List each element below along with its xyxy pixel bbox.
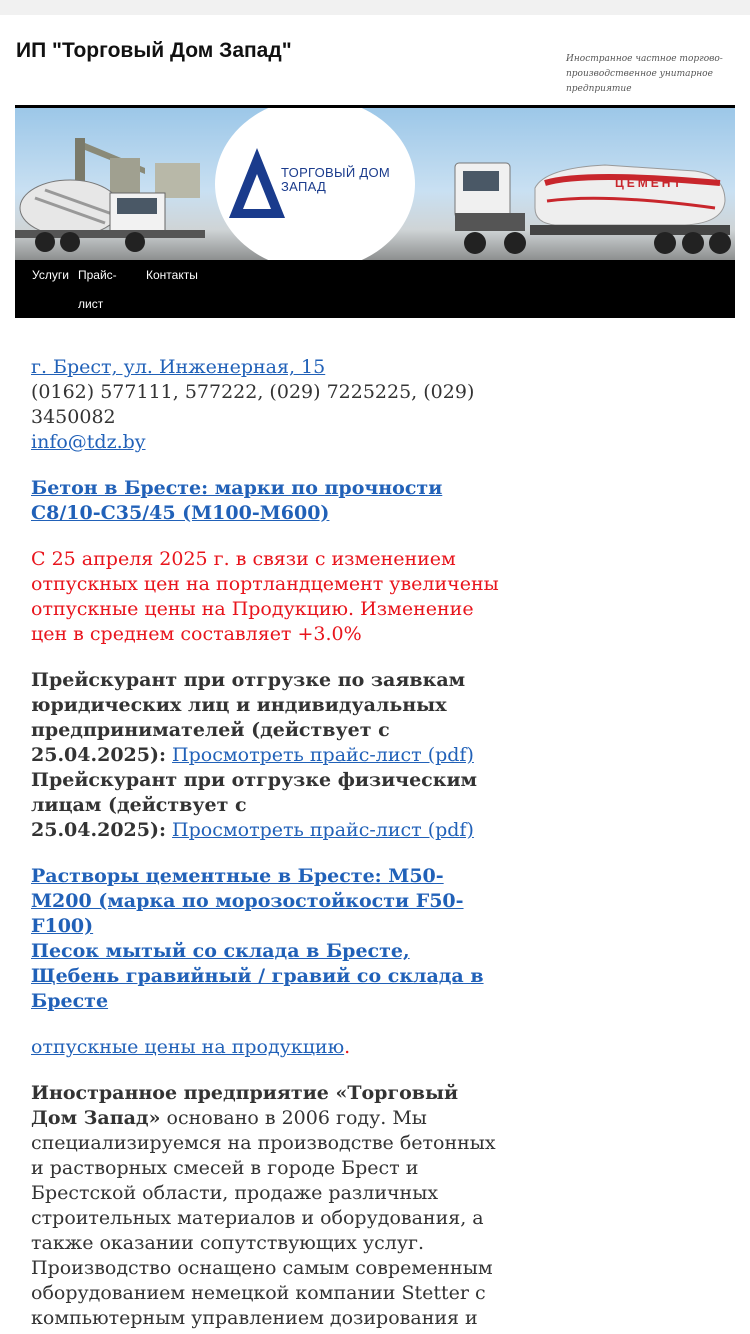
phys-pricelist-line-2: лицам (действует с (31, 794, 247, 816)
notice-line-3: отпускные цены на Продукцию. Изменение (31, 598, 474, 620)
concrete-heading (31, 476, 526, 526)
mortar-line-2: М200 (марка по морозостойкости F50- (31, 890, 464, 912)
about-line-4: и растворных смесей в городе Брест и (31, 1157, 419, 1179)
phys-pricelist-line-1: Прейскурант при отгрузке физическим (31, 769, 478, 791)
legal-pricelist-line-3: предпринимателей (действует с (31, 719, 390, 741)
about-line-10: компьютерным управлением дозирования и (31, 1307, 478, 1329)
product-prices-link[interactable]: отпускные цены на продукцию (31, 1036, 345, 1058)
nav-item-pricelist[interactable]: Прайс- (78, 268, 117, 282)
mortar-link[interactable] (31, 865, 464, 937)
legal-pricelist-line-1: Прейскурант при отгрузке по заявкам (31, 669, 466, 691)
products-block (31, 864, 526, 1014)
notice-line-4: цен в среднем составляет +3.0% (31, 623, 362, 645)
mortar-line-3: F100) (31, 915, 94, 937)
banner-image (15, 108, 735, 260)
pricelists-block (31, 668, 526, 843)
page (0, 15, 750, 1334)
phones-line-1: (0162) 577111, 577222, (029) 7225225, (029) (31, 381, 475, 403)
about-company-name-2: Дом Запад» (31, 1107, 161, 1129)
site-header (0, 15, 750, 105)
phones-line-2: 3450082 (31, 406, 116, 428)
about-line-8: Производство оснащено самым современным (31, 1257, 493, 1279)
nav-item-pricelist-cont[interactable]: лист (78, 297, 104, 311)
about-paragraph (31, 1081, 526, 1331)
concrete-link-line-1: Бетон в Бресте: марки по прочности (31, 477, 443, 499)
about-company-name-1: Иностранное предприятие «Торговый (31, 1082, 459, 1104)
about-line-7: также оказании сопутствующих услуг. (31, 1232, 424, 1254)
nav-item-contacts[interactable]: Контакты (146, 268, 198, 282)
about-line-9: оборудованием немецкой компании Stetter с (31, 1282, 486, 1304)
sand-gravel-link[interactable] (31, 940, 484, 1012)
logo-text (281, 166, 421, 194)
contacts-block (31, 355, 526, 455)
main-content (31, 355, 526, 1331)
logo-triangle-inner (243, 174, 271, 209)
sand-line-2: Щебень гравийный / гравий со склада в (31, 965, 484, 987)
logo-line-2: ЗАПАД (281, 179, 327, 194)
sand-line-3: Бресте (31, 990, 109, 1012)
logo-line-1: ТОРГОВЫЙ ДОМ (281, 165, 391, 180)
site-description: Иностранное частное торгово-производственное унитарное предприятие (566, 54, 723, 94)
about-line-3: специализируемся на производстве бетонных (31, 1132, 496, 1154)
phys-pricelist-date: 25.04.2025): (31, 819, 166, 841)
notice-line-2: отпускных цен на портландцемент увеличены (31, 573, 499, 595)
about-line-5: Брестской области, продаже различных (31, 1182, 439, 1204)
about-line-2: основано в 2006 году. Мы (160, 1107, 427, 1129)
about-line-6: строительных материалов и оборудования, а (31, 1207, 484, 1229)
concrete-link-line-2: С8/10-С35/45 (М100-М600) (31, 502, 330, 524)
legal-pricelist-date: 25.04.2025): (31, 744, 166, 766)
address-link[interactable]: г. Брест, ул. Инженерная, 15 (31, 356, 326, 378)
notice-line-1: С 25 апреля 2025 г. в связи с изменением (31, 548, 456, 570)
email-link[interactable]: info@tdz.by (31, 431, 146, 453)
legal-pricelist-pdf-link[interactable]: Просмотреть прайс-лист (pdf) (172, 744, 474, 766)
prices-dot: . (344, 1036, 351, 1058)
price-change-notice (31, 547, 526, 647)
concrete-link[interactable] (31, 477, 442, 524)
cement-truck-image (435, 153, 735, 258)
concrete-mixer-truck-image (15, 138, 205, 253)
main-navigation (15, 260, 735, 318)
mortar-line-1: Растворы цементные в Бресте: М50- (31, 865, 444, 887)
prices-paragraph (31, 1035, 526, 1060)
sand-line-1: Песок мытый со склада в Бресте, (31, 940, 410, 962)
site-title[interactable]: ИП "Торговый Дом Запад" (16, 39, 292, 62)
phys-pricelist-pdf-link[interactable]: Просмотреть прайс-лист (pdf) (172, 819, 474, 841)
nav-item-services[interactable]: Услуги (32, 268, 69, 282)
truck-label: ЦЕМЕНТ (615, 176, 684, 190)
banner (15, 105, 735, 318)
legal-pricelist-line-2: юридических лиц и индивидуальных (31, 694, 447, 716)
